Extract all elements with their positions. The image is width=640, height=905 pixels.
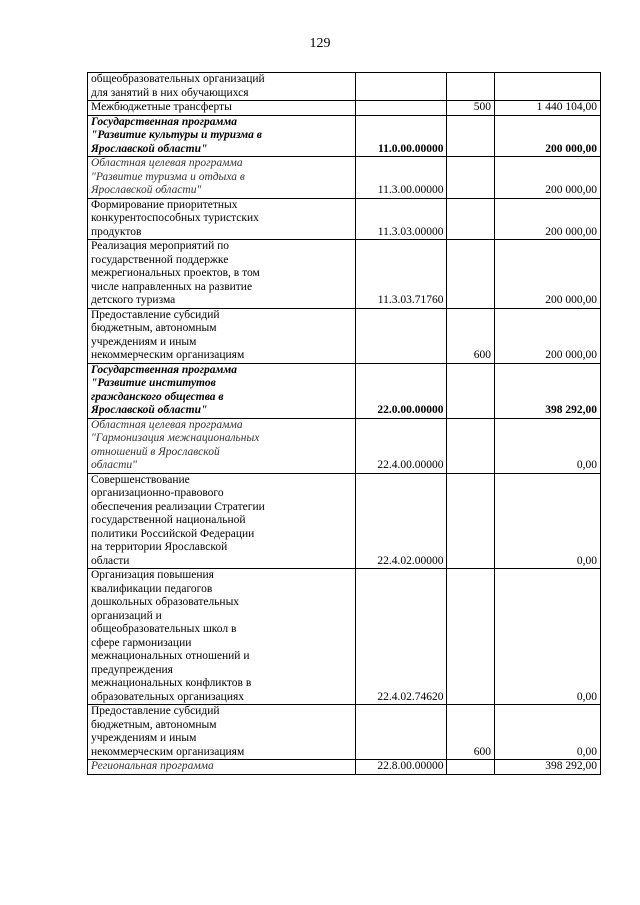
row-name-cell: Региональная программа xyxy=(88,760,356,775)
table-row xyxy=(88,157,601,199)
row-code-cell: 11.3.03.71760 xyxy=(355,240,447,309)
row-type-cell xyxy=(447,73,494,101)
table-row xyxy=(88,418,601,473)
row-code-cell xyxy=(355,73,447,101)
row-name-cell: Реализация мероприятий по государственной поддержке межрегиональных проектов, в том числе направленных на развитие детского туризма xyxy=(88,240,356,309)
row-name-cell: Организация повышения квалификации педагогов дошкольных образовательных организаций и общеобразовательных школ в сфере гармонизации межнациональных отношений и предупреждения межнациональных конфликтов в образовательных организациях xyxy=(88,569,356,705)
row-type-cell xyxy=(447,569,494,705)
table-row xyxy=(88,101,601,116)
row-amount-cell: 200 000,00 xyxy=(494,198,600,240)
row-type-cell: 600 xyxy=(447,705,494,760)
row-amount-cell: 0,00 xyxy=(494,569,600,705)
row-type-cell xyxy=(447,473,494,569)
row-name-cell: Предоставление субсидий бюджетным, автономным учреждениям и иным некоммерческим организациям xyxy=(88,705,356,760)
row-name-cell: общеобразовательных организаций для занятий в них обучающихся xyxy=(88,73,356,101)
row-name-cell: Государственная программа "Развитие институтов гражданского общества в Ярославской области" xyxy=(88,363,356,418)
row-code-cell: 22.4.02.74620 xyxy=(355,569,447,705)
row-code-cell: 22.8.00.00000 xyxy=(355,760,447,775)
row-amount-cell xyxy=(494,73,600,101)
row-code-cell: 11.0.00.00000 xyxy=(355,115,447,157)
table-row xyxy=(88,760,601,775)
row-name-cell: Областная целевая программа "Развитие туризма и отдыха в Ярославской области" xyxy=(88,157,356,199)
row-name-cell: Формирование приоритетных конкурентоспособных туристских продуктов xyxy=(88,198,356,240)
row-name-cell: Межбюджетные трансферты xyxy=(88,101,356,116)
table-row xyxy=(88,198,601,240)
row-type-cell xyxy=(447,157,494,199)
row-type-cell xyxy=(447,198,494,240)
table-row xyxy=(88,569,601,705)
table-row xyxy=(88,308,601,363)
row-code-cell: 11.3.03.00000 xyxy=(355,198,447,240)
row-code-cell xyxy=(355,101,447,116)
row-type-cell xyxy=(447,418,494,473)
table-row xyxy=(88,363,601,418)
row-name-cell: Предоставление субсидий бюджетным, автономным учреждениям и иным некоммерческим организациям xyxy=(88,308,356,363)
table-row xyxy=(88,240,601,309)
budget-table xyxy=(87,72,601,775)
row-amount-cell: 200 000,00 xyxy=(494,157,600,199)
row-type-cell xyxy=(447,760,494,775)
row-type-cell xyxy=(447,240,494,309)
table-row xyxy=(88,115,601,157)
row-code-cell: 22.4.00.00000 xyxy=(355,418,447,473)
row-amount-cell: 1 440 104,00 xyxy=(494,101,600,116)
row-amount-cell: 0,00 xyxy=(494,705,600,760)
row-name-cell: Совершенствование организационно-правового обеспечения реализации Стратегии государственной национальной политики Российской Федерации на территории Ярославской области xyxy=(88,473,356,569)
row-amount-cell: 200 000,00 xyxy=(494,308,600,363)
table-row xyxy=(88,473,601,569)
budget-table-body xyxy=(88,73,601,775)
row-name-cell: Областная целевая программа "Гармонизация межнациональных отношений в Ярославской области" xyxy=(88,418,356,473)
row-code-cell: 22.4.02.00000 xyxy=(355,473,447,569)
row-code-cell: 11.3.00.00000 xyxy=(355,157,447,199)
row-amount-cell: 398 292,00 xyxy=(494,363,600,418)
row-amount-cell: 0,00 xyxy=(494,473,600,569)
row-type-cell xyxy=(447,115,494,157)
page-number: 129 xyxy=(309,36,331,51)
row-type-cell xyxy=(447,363,494,418)
row-amount-cell: 200 000,00 xyxy=(494,115,600,157)
row-amount-cell: 0,00 xyxy=(494,418,600,473)
row-code-cell xyxy=(355,705,447,760)
table-row xyxy=(88,705,601,760)
row-amount-cell: 398 292,00 xyxy=(494,760,600,775)
row-type-cell: 500 xyxy=(447,101,494,116)
row-type-cell: 600 xyxy=(447,308,494,363)
table-row xyxy=(88,73,601,101)
row-code-cell xyxy=(355,308,447,363)
row-amount-cell: 200 000,00 xyxy=(494,240,600,309)
row-name-cell: Государственная программа "Развитие культуры и туризма в Ярославской области" xyxy=(88,115,356,157)
row-code-cell: 22.0.00.00000 xyxy=(355,363,447,418)
